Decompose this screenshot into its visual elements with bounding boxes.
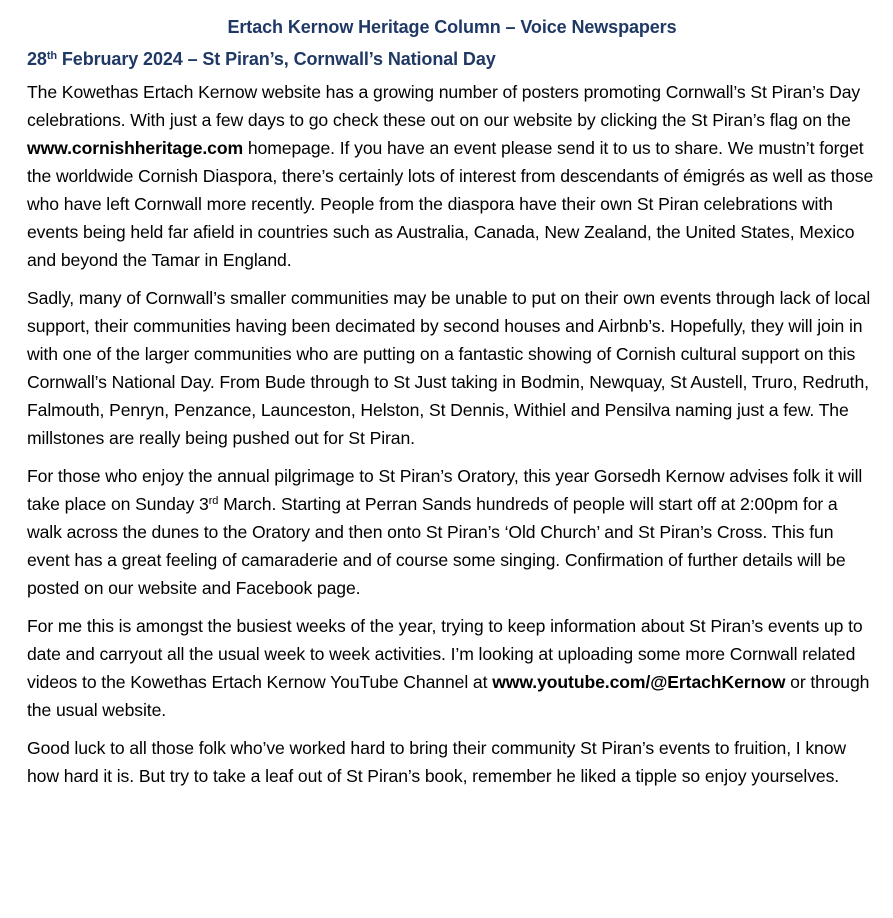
paragraph-text: or through the usual website. xyxy=(27,672,870,720)
heading-day-ordinal: th xyxy=(46,50,58,62)
date-ordinal: rd xyxy=(208,495,219,507)
paragraph-pilgrimage xyxy=(27,462,877,602)
paragraph-busy-week xyxy=(27,612,877,724)
paragraph-text: For me this is amongst the busiest weeks of the year, trying to keep information about St Piran’s events up to date and carryout all the usual week to week activities. I’m looking at uploading some more Cornwall related videos to the Kowethas Ertach Kernow YouTube Channel at xyxy=(27,616,863,692)
paragraph-text: The Kowethas Ertach Kernow website has a growing number of posters promoting Cornwall’s St Piran’s Day celebrations. With just a few days to go check these out on our website by clicking the St Piran’s flag on the xyxy=(27,82,861,130)
paragraph-posters xyxy=(27,78,877,274)
website-link[interactable]: www.cornishheritage.com xyxy=(27,138,244,158)
document-page xyxy=(27,14,877,800)
column-title: Ertach Kernow Heritage Column – Voice Newspapers xyxy=(227,17,677,37)
paragraph-text: Good luck to all those folk who’ve worked hard to bring their community St Piran’s events to fruition, I know how hard it is. But try to take a leaf out of St Piran’s book, remember he liked a tipple so enjoy yourselves. xyxy=(27,738,847,786)
paragraph-text: homepage. If you have an event please send it to us to share. We mustn’t forget the worldwide Cornish Diaspora, there’s certainly lots of interest from descendants of émigrés as well as those who have left Cornwall more recently. People from the diaspora have their own St Piran celebrations with events being held far afield in countries such as Australia, Canada, New Zealand, the United States, Mexico and beyond the Tamar in England. xyxy=(27,138,874,270)
heading-day: 28 xyxy=(27,49,47,69)
article-heading xyxy=(27,45,877,73)
paragraph-text: Sadly, many of Cornwall’s smaller communities may be unable to put on their own events through lack of local support, their communities having been decimated by second houses and Airbnb’s. Hopefully, they will join in with one of the larger communities who are putting on a fantastic showing of Cornish cultural support on this Cornwall’s National Day. From Bude through to St Just taking in Bodmin, Newquay, St Austell, Truro, Redruth, Falmouth, Penryn, Penzance, Launceston, Helston, St Dennis, Withiel and Pensilva naming just a few. The millstones are really being pushed out for St Piran. xyxy=(27,288,871,448)
heading-rest: February 2024 – St Piran’s, Cornwall’s National Day xyxy=(57,49,496,69)
paragraph-text: March. Starting at Perran Sands hundreds of people will start off at 2:00pm for a walk across the dunes to the Oratory and then onto St Piran’s ‘Old Church’ and St Piran’s Cross. This fun event has a great feeling of camaraderie and of course some singing. Confirmation of further details will be posted on our website and Facebook page. xyxy=(27,494,846,598)
paragraph-good-luck xyxy=(27,734,877,790)
paragraph-text: For those who enjoy the annual pilgrimage to St Piran’s Oratory, this year Gorsedh Kernow advises folk it will take place on Sunday 3 xyxy=(27,466,863,514)
youtube-link[interactable]: www.youtube.com/@ErtachKernow xyxy=(492,672,786,692)
paragraph-communities xyxy=(27,284,877,452)
